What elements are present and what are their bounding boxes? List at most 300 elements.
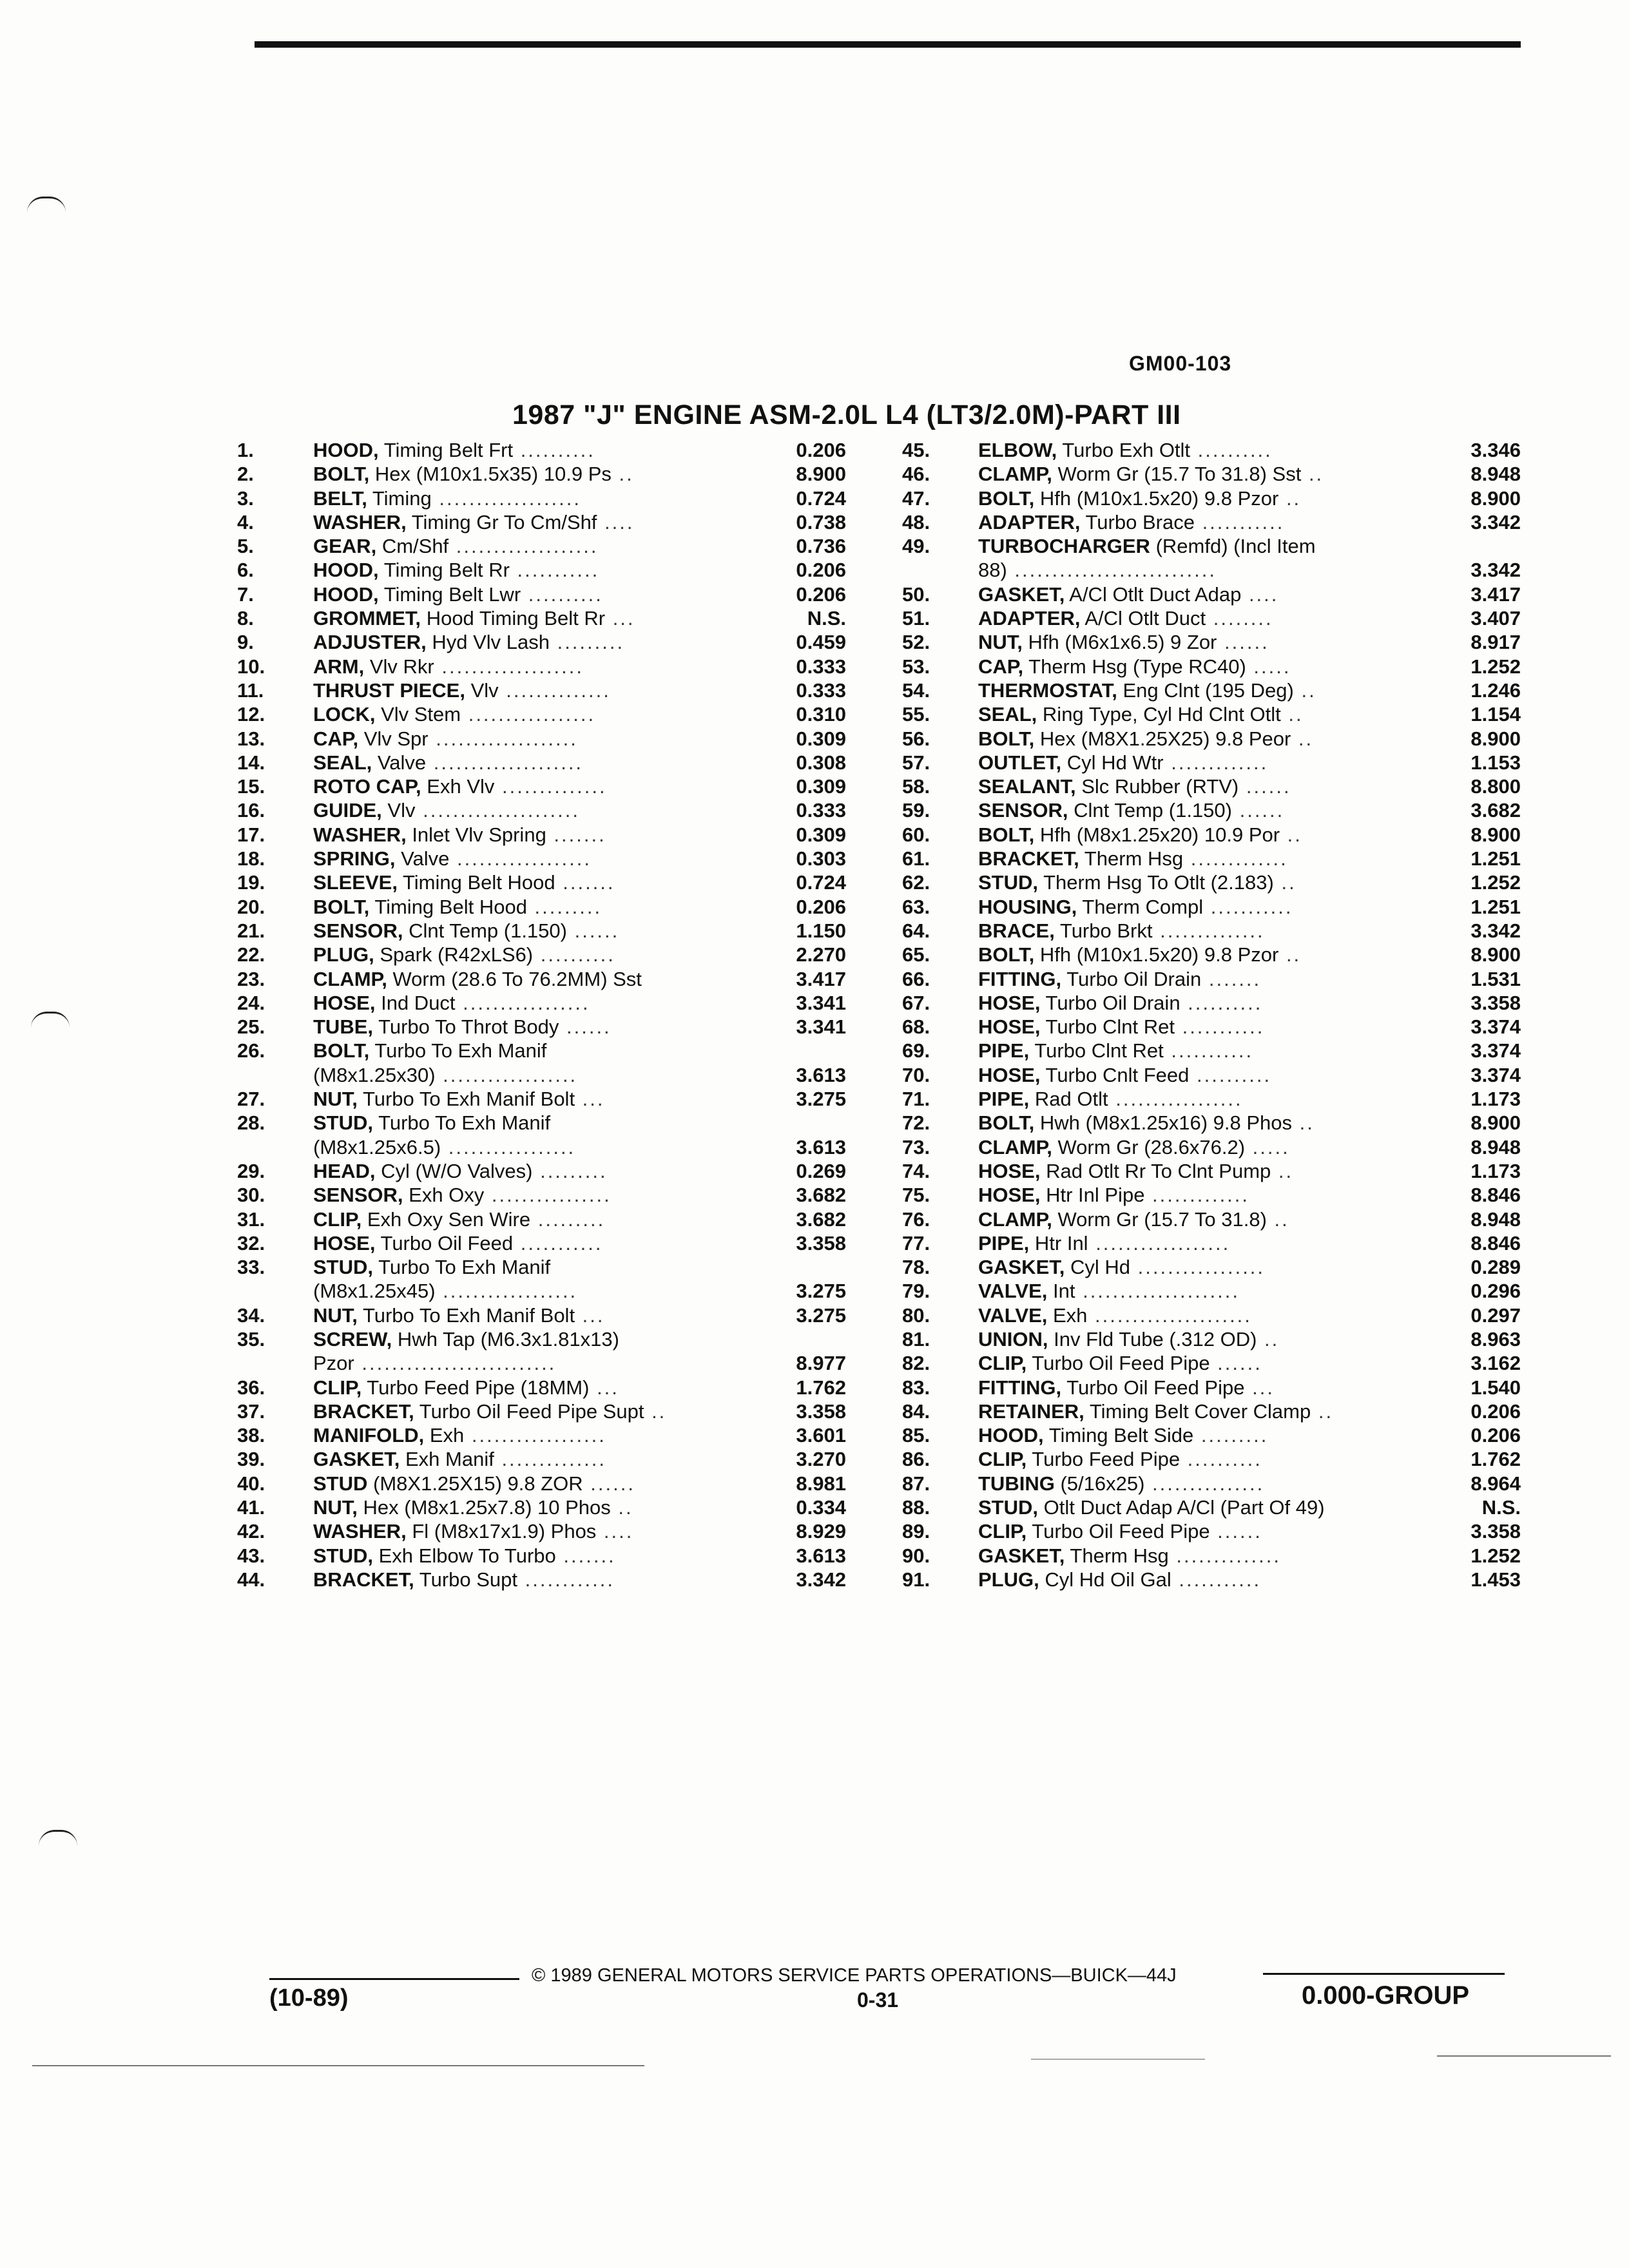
group-number: 1.150 xyxy=(796,919,846,942)
part-name: HOSE, xyxy=(313,991,376,1014)
leader-dots: .. xyxy=(1266,1207,1289,1231)
part-name: LOCK, xyxy=(313,703,376,726)
item-number: 80. xyxy=(902,1303,930,1327)
part-detail-continued xyxy=(313,1279,577,1303)
item-number: 24. xyxy=(237,991,265,1014)
parts-list-row xyxy=(902,751,1521,774)
parts-list-row xyxy=(237,1039,872,1087)
item-number: 71. xyxy=(902,1088,930,1111)
parts-list-row xyxy=(237,1447,872,1471)
item-number: 22. xyxy=(237,943,265,966)
parts-list-row xyxy=(902,1063,1521,1087)
group-number: 0.206 xyxy=(796,582,846,606)
parts-list-row xyxy=(237,1159,872,1183)
part-name: ADAPTER, xyxy=(978,510,1081,533)
group-number: 8.948 xyxy=(1470,1207,1521,1231)
part-name: HOSE, xyxy=(313,1231,376,1254)
leader-dots: ........... xyxy=(509,559,600,582)
part-name: PLUG, xyxy=(978,1568,1039,1591)
part-name: FITTING, xyxy=(978,1376,1062,1399)
item-description xyxy=(978,1327,1279,1351)
item-number: 36. xyxy=(237,1376,265,1399)
part-detail: Exh xyxy=(1053,1303,1088,1327)
item-number: 23. xyxy=(237,967,265,990)
part-detail: Vlv xyxy=(470,678,499,702)
leader-dots: ......... xyxy=(1193,1424,1269,1447)
parts-list-row xyxy=(237,895,872,919)
leader-dots: .................... xyxy=(426,751,584,774)
item-number: 86. xyxy=(902,1448,930,1471)
item-number: 2. xyxy=(237,463,254,486)
item-number: 15. xyxy=(237,775,265,798)
parts-list-row xyxy=(902,1303,1521,1327)
leader-dots: ........... xyxy=(1194,510,1285,533)
parts-list-row xyxy=(902,606,1521,630)
part-name: BOLT, xyxy=(978,1111,1035,1135)
parts-list-row xyxy=(237,751,872,774)
part-detail: Turbo Clnt Ret xyxy=(1045,1015,1175,1039)
part-detail-continued xyxy=(978,558,1217,582)
group-number: 3.346 xyxy=(1470,439,1521,461)
item-number: 73. xyxy=(902,1135,930,1158)
parts-list-row xyxy=(902,1327,1521,1351)
footer-rule-right xyxy=(1263,1973,1505,1975)
part-name: CLIP, xyxy=(978,1352,1027,1375)
parts-list-row xyxy=(902,1255,1521,1279)
part-name: CLAMP, xyxy=(313,967,387,990)
part-name: CLAMP, xyxy=(978,1207,1052,1231)
group-number: 1.251 xyxy=(1470,847,1521,870)
leader-dots: .. xyxy=(1291,727,1314,750)
group-number: 1.762 xyxy=(1470,1448,1521,1471)
item-number: 55. xyxy=(902,703,930,726)
part-name: ROTO CAP, xyxy=(313,775,421,798)
item-number: 4. xyxy=(237,510,254,533)
item-description xyxy=(978,630,1269,654)
item-number: 63. xyxy=(902,895,930,918)
scan-artifact-mark xyxy=(31,1012,70,1028)
group-number: 8.977 xyxy=(796,1352,846,1375)
group-number: 3.358 xyxy=(1470,991,1521,1014)
group-number: 8.948 xyxy=(1470,463,1521,486)
leader-dots: ....... xyxy=(555,871,615,894)
parts-list-row xyxy=(902,630,1521,654)
group-number: 0.269 xyxy=(796,1159,846,1182)
part-detail: Turbo Supt xyxy=(419,1568,518,1591)
item-number: 88. xyxy=(902,1496,930,1519)
group-number: 3.358 xyxy=(796,1399,846,1423)
leader-dots: ..................... xyxy=(1075,1280,1240,1303)
part-detail: Hfh (M10x1.5x20) 9.8 Pzor xyxy=(1039,943,1279,966)
parts-list-left xyxy=(237,438,872,1591)
item-description xyxy=(978,895,1293,919)
item-description xyxy=(978,967,1261,991)
part-detail: Slc Rubber (RTV) xyxy=(1081,775,1239,798)
part-name: HOSE, xyxy=(978,1184,1041,1207)
item-number: 19. xyxy=(237,871,265,894)
item-description xyxy=(313,1472,635,1495)
part-name: SCREW, xyxy=(313,1327,392,1350)
part-detail: Hood Timing Belt Rr xyxy=(426,607,606,630)
part-name: GEAR, xyxy=(313,535,377,558)
part-detail: Hex (M8X1.25X25) 9.8 Peor xyxy=(1039,727,1291,750)
item-description xyxy=(978,847,1288,870)
document-code: GM00-103 xyxy=(1129,352,1232,375)
group-number: 0.206 xyxy=(796,439,846,461)
group-number: 3.275 xyxy=(796,1303,846,1327)
part-name: SENSOR, xyxy=(313,919,403,942)
leader-dots: .......... xyxy=(521,582,603,606)
item-number: 8. xyxy=(237,607,254,630)
item-description xyxy=(313,727,578,751)
part-detail: Clnt Temp (1.150) xyxy=(1074,799,1232,822)
part-name: ELBOW, xyxy=(978,439,1057,461)
leader-dots: .. xyxy=(1311,1399,1334,1423)
parts-list-row xyxy=(902,510,1521,534)
item-number: 70. xyxy=(902,1063,930,1086)
item-description xyxy=(313,678,611,702)
part-detail: Turbo Oil Feed Pipe Supt xyxy=(419,1399,644,1423)
item-description xyxy=(978,1351,1262,1375)
group-number: 8.846 xyxy=(1470,1231,1521,1254)
group-number: 3.270 xyxy=(796,1448,846,1471)
item-description xyxy=(313,1111,550,1135)
item-description xyxy=(978,1376,1275,1399)
leader-dots: ................ xyxy=(484,1184,612,1207)
leader-dots: ................. xyxy=(441,1135,576,1158)
parts-list-row xyxy=(902,1351,1521,1375)
group-number: 3.682 xyxy=(796,1207,846,1231)
item-description xyxy=(313,919,619,943)
item-number: 68. xyxy=(902,1015,930,1039)
leader-dots: ................... xyxy=(448,535,599,558)
part-name: SEAL, xyxy=(313,751,372,774)
item-description xyxy=(978,1399,1333,1423)
parts-list-row xyxy=(902,1135,1521,1159)
item-description xyxy=(978,1207,1289,1231)
parts-list-row xyxy=(237,1399,872,1423)
item-description xyxy=(978,1423,1268,1447)
part-detail: Turbo Oil Drain xyxy=(1066,967,1202,990)
item-description xyxy=(978,798,1284,822)
group-number: 3.358 xyxy=(796,1231,846,1254)
part-detail: Timing Belt Cover Clamp xyxy=(1089,1399,1311,1423)
parts-list-row xyxy=(902,1183,1521,1207)
leader-dots: ........... xyxy=(1174,1015,1265,1039)
item-description xyxy=(313,798,580,822)
part-name: FITTING, xyxy=(978,967,1062,990)
leader-dots: ......... xyxy=(530,1207,606,1231)
group-number: N.S. xyxy=(1481,1496,1521,1519)
item-description xyxy=(978,1183,1249,1207)
group-number: 0.303 xyxy=(796,847,846,870)
item-number: 57. xyxy=(902,751,930,774)
item-description xyxy=(313,1087,605,1111)
group-number: 8.900 xyxy=(1470,727,1521,750)
part-detail: Turbo Oil Feed xyxy=(380,1231,514,1254)
item-number: 32. xyxy=(237,1231,265,1254)
leader-dots: ......... xyxy=(532,1159,608,1182)
group-number: 3.613 xyxy=(796,1135,846,1158)
item-description xyxy=(978,462,1324,486)
group-number: 0.309 xyxy=(796,823,846,846)
leader-dots: ........... xyxy=(1203,895,1293,918)
part-name: ARM, xyxy=(313,655,365,678)
leader-dots: .......... xyxy=(1190,439,1273,461)
group-number: N.S. xyxy=(807,607,846,630)
part-name: SENSOR, xyxy=(313,1184,403,1207)
group-number: 3.407 xyxy=(1470,607,1521,630)
leader-dots: ......... xyxy=(549,631,625,654)
part-name: BELT, xyxy=(313,486,367,510)
part-name: BRACKET, xyxy=(313,1399,414,1423)
part-name: STUD, xyxy=(978,1496,1038,1519)
leader-dots: .............. xyxy=(498,678,611,702)
part-name: HOSE, xyxy=(978,1159,1041,1182)
parts-list-row xyxy=(902,534,1521,582)
item-description xyxy=(978,1303,1252,1327)
item-description xyxy=(313,1039,546,1062)
footer-date: (10-89) xyxy=(269,1984,349,2012)
leader-dots: ....... xyxy=(1201,967,1262,990)
part-name: BOLT, xyxy=(313,1039,370,1062)
part-detail-continued xyxy=(313,1351,556,1375)
item-number: 87. xyxy=(902,1472,930,1495)
part-name: WASHER, xyxy=(313,1520,407,1543)
leader-dots: ... xyxy=(1244,1376,1275,1399)
item-number: 7. xyxy=(237,582,254,606)
parts-list-row xyxy=(237,510,872,534)
item-number: 47. xyxy=(902,486,930,510)
part-detail: Ring Type, Cyl Hd Clnt Otlt xyxy=(1042,703,1281,726)
part-detail: Turbo To Exh Manif xyxy=(378,1111,551,1135)
part-name: GASKET, xyxy=(978,1256,1065,1279)
part-detail: Timing Belt Hood xyxy=(403,871,555,894)
parts-list-right xyxy=(902,438,1521,1591)
group-number: 1.251 xyxy=(1470,895,1521,918)
leader-dots: ... xyxy=(575,1088,605,1111)
part-detail: Worm (28.6 To 76.2MM) Sst xyxy=(392,967,642,990)
part-name: THRUST PIECE, xyxy=(313,678,465,702)
parts-list-row xyxy=(902,462,1521,486)
item-number: 9. xyxy=(237,631,254,654)
item-number: 43. xyxy=(237,1544,265,1567)
part-name: HOUSING, xyxy=(978,895,1077,918)
part-detail: Fl (M8x17x1.9) Phos xyxy=(412,1520,597,1543)
item-number: 38. xyxy=(237,1424,265,1447)
group-number: 3.341 xyxy=(796,1015,846,1039)
parts-list-row xyxy=(237,823,872,847)
item-description xyxy=(313,870,615,894)
item-description xyxy=(313,1423,606,1447)
group-number: 8.963 xyxy=(1470,1327,1521,1350)
part-detail: Therm Compl xyxy=(1082,895,1204,918)
leader-dots: ................... xyxy=(434,655,584,678)
item-description xyxy=(313,774,607,798)
group-number: 1.173 xyxy=(1470,1159,1521,1182)
item-description xyxy=(978,1015,1264,1039)
item-number: 44. xyxy=(237,1568,265,1591)
part-detail: Therm Hsg (Type RC40) xyxy=(1028,655,1246,678)
group-number: 3.417 xyxy=(796,967,846,990)
leader-dots: ................. xyxy=(455,991,590,1014)
leader-dots: ........................... xyxy=(1007,559,1217,582)
part-detail: Exh Elbow To Turbo xyxy=(378,1544,556,1567)
leader-dots: ....... xyxy=(555,1544,616,1567)
part-name: STUD, xyxy=(313,1544,373,1567)
item-number: 48. xyxy=(902,510,930,533)
group-number: 0.334 xyxy=(796,1496,846,1519)
item-number: 85. xyxy=(902,1424,930,1447)
part-detail: Cyl (W/O Valves) xyxy=(381,1159,533,1182)
item-number: 46. xyxy=(902,463,930,486)
part-name: OUTLET, xyxy=(978,751,1062,774)
parts-list-row xyxy=(237,1495,872,1519)
part-detail: Cyl Hd Oil Gal xyxy=(1045,1568,1171,1591)
parts-list-row xyxy=(237,1207,872,1231)
group-number: 1.252 xyxy=(1470,1544,1521,1567)
item-number: 84. xyxy=(902,1399,930,1423)
item-description xyxy=(313,510,635,534)
item-description xyxy=(313,1327,619,1351)
item-number: 25. xyxy=(237,1015,265,1039)
leader-dots: ......... xyxy=(526,895,602,918)
parts-list-row xyxy=(902,1376,1521,1399)
item-description xyxy=(978,751,1268,774)
parts-list-row xyxy=(902,1472,1521,1495)
part-detail: Hwh (M8x1.25x16) 9.8 Phos xyxy=(1039,1111,1293,1135)
leader-dots: ................... xyxy=(428,727,578,750)
parts-list-row xyxy=(237,870,872,894)
group-number: 1.246 xyxy=(1470,678,1521,702)
part-detail: Exh Manif xyxy=(405,1448,494,1471)
parts-list-row xyxy=(902,943,1521,966)
part-name: CLIP, xyxy=(978,1448,1027,1471)
part-name: PIPE, xyxy=(978,1231,1030,1254)
parts-list-row xyxy=(237,798,872,822)
part-detail: Turbo To Exh Manif Bolt xyxy=(362,1088,575,1111)
group-number: 0.309 xyxy=(796,775,846,798)
parts-list-row xyxy=(902,991,1521,1015)
item-number: 50. xyxy=(902,582,930,606)
item-description xyxy=(978,727,1313,751)
item-number: 17. xyxy=(237,823,265,846)
part-detail: Inlet Vlv Spring xyxy=(412,823,546,846)
item-number: 35. xyxy=(237,1327,265,1350)
part-name: HOOD, xyxy=(313,582,379,606)
part-detail-line2: Pzor xyxy=(313,1352,354,1375)
part-name: GROMMET, xyxy=(313,607,421,630)
parts-list-row xyxy=(902,438,1521,462)
item-number: 20. xyxy=(237,895,265,918)
item-description xyxy=(978,1447,1262,1471)
part-name: HEAD, xyxy=(313,1159,376,1182)
parts-list-row xyxy=(902,919,1521,943)
parts-list-row xyxy=(237,1183,872,1207)
part-name: PIPE, xyxy=(978,1088,1030,1111)
leader-dots: ...... xyxy=(1231,799,1285,822)
part-detail-continued xyxy=(313,1135,575,1159)
parts-list-row xyxy=(237,1519,872,1543)
item-number: 6. xyxy=(237,559,254,582)
leader-dots: ..... xyxy=(1245,1135,1290,1158)
part-detail: Worm Gr (28.6x76.2) xyxy=(1057,1135,1246,1158)
part-detail: Cyl Hd xyxy=(1070,1256,1130,1279)
part-name: GASKET, xyxy=(313,1448,400,1471)
item-description xyxy=(978,1472,1264,1495)
part-name: SLEEVE, xyxy=(313,871,398,894)
parts-list-row xyxy=(902,1568,1521,1591)
part-name: BRACE, xyxy=(978,919,1055,942)
part-detail: Turbo Cnlt Feed xyxy=(1045,1063,1190,1086)
parts-list-row xyxy=(902,1544,1521,1568)
parts-list-row xyxy=(237,1111,872,1159)
top-rule xyxy=(255,41,1521,48)
item-number: 30. xyxy=(237,1184,265,1207)
item-description xyxy=(978,1231,1230,1255)
leader-dots: ...... xyxy=(566,919,620,942)
item-description xyxy=(978,1495,1325,1519)
item-number: 77. xyxy=(902,1231,930,1254)
part-detail-continued xyxy=(313,1063,577,1087)
item-description xyxy=(978,702,1304,726)
group-number: 0.206 xyxy=(1470,1399,1521,1423)
group-number: 3.682 xyxy=(1470,799,1521,822)
item-description xyxy=(978,1087,1243,1111)
item-description xyxy=(978,870,1296,894)
parts-list-row xyxy=(902,967,1521,991)
item-number: 16. xyxy=(237,799,265,822)
group-number: 1.153 xyxy=(1470,751,1521,774)
scan-artifact-line xyxy=(1437,2055,1611,2057)
part-detail: Hfh (M10x1.5x20) 9.8 Pzor xyxy=(1039,486,1279,510)
parts-list-row xyxy=(237,919,872,943)
parts-list-row xyxy=(237,486,872,510)
parts-list-row xyxy=(237,1472,872,1495)
item-number: 33. xyxy=(237,1256,265,1279)
part-name: BOLT, xyxy=(978,823,1035,846)
item-number: 65. xyxy=(902,943,930,966)
part-detail: Rad Otlt Rr To Clnt Pump xyxy=(1046,1159,1271,1182)
leader-dots: ................... xyxy=(431,486,582,510)
leader-dots: .................. xyxy=(435,1280,578,1303)
part-detail: Turbo Clnt Ret xyxy=(1034,1039,1164,1062)
item-description xyxy=(978,1039,1253,1062)
part-detail: Turbo To Throt Body xyxy=(378,1015,559,1039)
group-number: 3.682 xyxy=(796,1184,846,1207)
part-name: SEALANT, xyxy=(978,775,1076,798)
group-number: 8.900 xyxy=(1470,943,1521,966)
item-number: 31. xyxy=(237,1207,265,1231)
scan-artifact-line xyxy=(32,2065,644,2066)
part-detail: Ind Duct xyxy=(381,991,456,1014)
parts-list-row xyxy=(902,727,1521,751)
leader-dots: ............ xyxy=(517,1568,615,1591)
item-description xyxy=(978,1135,1290,1159)
item-number: 26. xyxy=(237,1039,265,1062)
parts-list-row xyxy=(902,774,1521,798)
leader-dots: .. xyxy=(1271,1159,1294,1182)
part-name: STUD, xyxy=(313,1111,373,1135)
group-number: 3.342 xyxy=(1470,559,1521,582)
group-number: 1.540 xyxy=(1470,1376,1521,1399)
group-number: 8.981 xyxy=(796,1472,846,1495)
part-name: HOSE, xyxy=(978,1063,1041,1086)
item-description xyxy=(313,1015,612,1039)
part-detail: Therm Hsg To Otlt (2.183) xyxy=(1043,871,1274,894)
leader-dots: .............. xyxy=(494,1448,607,1471)
parts-list-row xyxy=(902,678,1521,702)
